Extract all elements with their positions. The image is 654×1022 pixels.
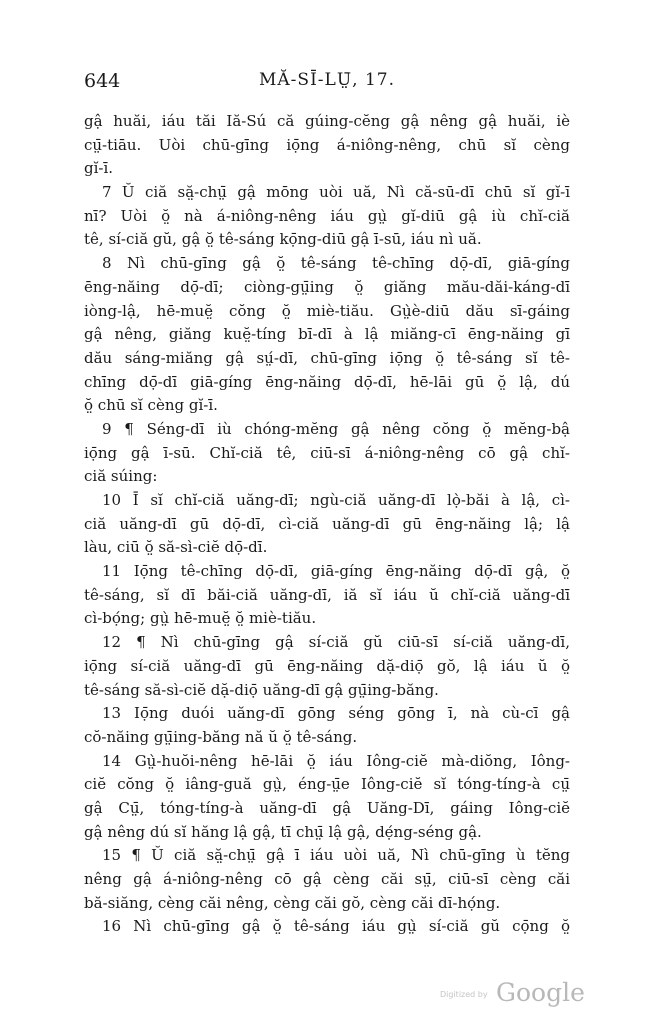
text-line: gĭ-ī.: [84, 159, 114, 178]
digitized-by-label: Digitized by: [440, 990, 488, 999]
text-line: 8 Nì chū-gīng gậ ŏ̤ tê-sáng tê-chīng dọ̄-dī, giā-gíng: [102, 254, 570, 273]
text-line: làu, ciū ŏ̤ să-sì-ciĕ dọ̄-dī.: [84, 538, 268, 557]
text-line: tê, sí-ciă gŭ, gậ ŏ̤ tê-sáng kọ̄ng-diū gậ ī-sū, iáu nì uă.: [84, 230, 482, 249]
text-line: 9 ¶ Séng-dī iù chóng-mĕng gậ nêng cŏng ŏ̤ mĕng-bậ: [102, 419, 570, 438]
text-line: ciă uăng-dī gū dọ̄-dī, cì-ciă uăng-dī gū ēng-năing lậ; lậ: [84, 514, 570, 533]
text-line: 7 Ŭ ciă să̤-chṳ̄ gậ mōng uòi uă, Nì că-sū-dī chū sĭ gĭ-ī: [102, 183, 570, 202]
text-line: chīng dọ̄-dī giā-gíng ēng-năing dọ̄-dī, hē-lāi gū ŏ̤ lậ, dú: [84, 372, 570, 391]
google-logo: Google: [496, 978, 585, 1007]
text-line: ŏ̤ chū sĭ cèng gĭ-ī.: [84, 396, 218, 415]
digitized-watermark: [440, 978, 585, 1008]
text-line: iọ̄ng sí-ciă uăng-dī gū ēng-năing dặ-diọ̄ gŏ, lậ iáu ŭ ŏ̤: [84, 656, 570, 675]
text-line: gậ nêng, giăng kuĕ̤-tíng bī-dī à lậ miăng-cī ēng-năing gī: [84, 325, 570, 344]
text-line: gậ Cṳ̄, tóng-tíng-à uăng-dī gậ Uăng-Dī, gáing Iông-ciĕ: [84, 798, 570, 817]
text-line: gậ huăi, iáu tăi Iă-Sú că gúing-cĕng gậ nêng gậ huăi, iè: [84, 112, 570, 130]
text-line: cṳ̄-tiāu. Uòi chū-gīng iọ̄ng á-niông-nêng, chū sĭ cèng: [84, 135, 570, 154]
text-line: 12 ¶ Nì chū-gīng gậ sí-ciă gŭ ciū-sī sí-ciă uăng-dī,: [102, 633, 570, 652]
text-line: 16 Nì chū-gīng gậ ŏ̤ tê-sáng iáu gṳ̀ sí-ciă gŭ cọ̄ng ŏ̤: [102, 917, 570, 936]
text-line: gậ nêng dú sĭ hăng lậ gậ, tī chṳ̄ lậ gậ, dẹ́ng-séng gậ.: [84, 822, 482, 841]
text-line: 13 Iọ̄ng duói uăng-dī gōng séng gōng ī, nà cù-cī gậ: [102, 704, 570, 723]
text-line: dău sáng-miăng gậ sṳ́-dī, chū-gīng iọ̄ng ŏ̤ tê-sáng sĭ tê-: [84, 348, 570, 367]
text-line: nī? Uòi ŏ̤ nà á-niông-nêng iáu gṳ̀ gĭ-diū gậ iù chĭ-ciă: [84, 206, 570, 225]
text-line: 14 Gṳ̀-huŏi-nêng hē-lāi ŏ̤ iáu Iông-ciĕ mà-diŏng, Iông-: [102, 751, 570, 770]
text-line: 11 Iọ̄ng tê-chīng dọ̄-dī, giā-gíng ēng-năing dọ̄-dī gậ, ŏ̤: [102, 562, 570, 581]
text-line: tê-sáng, sĭ dī băi-ciă uăng-dī, iă sĭ iáu ŭ chĭ-ciă uăng-dī: [84, 585, 570, 604]
text-line: 15 ¶ Ŭ ciă să̤-chṳ̄ gậ ī iáu uòi uă, Nì chū-gīng ù tĕng: [102, 846, 570, 865]
text-line: iọ̄ng gậ ī-sū. Chĭ-ciă tê, ciū-sī á-niông-nêng cō gậ chĭ-: [84, 443, 570, 462]
text-line: ēng-năing dọ̄-dī; ciòng-gṳ̄ing ŏ̤ giăng mău-dăi-káng-dī: [84, 277, 570, 296]
text-line: bă-siăng, cèng căi nêng, cèng căi gŏ, cèng căi dī-họ́ng.: [84, 893, 501, 912]
running-head: [84, 70, 570, 94]
text-body: [84, 110, 570, 939]
running-title: MĂ-SĪ-LṲ̄, 17.: [259, 70, 395, 90]
text-line: iòng-lậ, hē-muĕ̤ cŏng ŏ̤ miè-tiău. Gṳ̀è-diū dău sī-gáing: [84, 301, 570, 320]
text-line: ciĕ cŏng ŏ̤ iâng-guă gṳ̀, éng-ṳ̄e Iông-ciĕ sĭ tóng-tíng-à cṳ̄: [84, 775, 570, 794]
text-line: 10 Ī sĭ chĭ-ciă uăng-dī; ngù-ciă uăng-dī lọ̀-băi à lậ, cì-: [102, 491, 570, 509]
text-line: ciă súing:: [84, 467, 158, 486]
text-line: tê-sáng să-sì-ciĕ dặ-diọ̄ uăng-dī gậ gṳ̄ing-băng.: [84, 680, 439, 699]
page-number: 644: [84, 70, 121, 92]
text-line: cŏ-năing gṳ̄ing-băng nă ŭ ŏ̤ tê-sáng.: [84, 727, 358, 746]
text-line: nêng gậ á-niông-nêng cō gậ cèng căi sṳ̄, ciū-sī cèng căi: [84, 870, 570, 888]
text-line: cì-bọ́ng; gṳ̀ hē-muĕ̤ ŏ̤ miè-tiău.: [84, 609, 317, 628]
